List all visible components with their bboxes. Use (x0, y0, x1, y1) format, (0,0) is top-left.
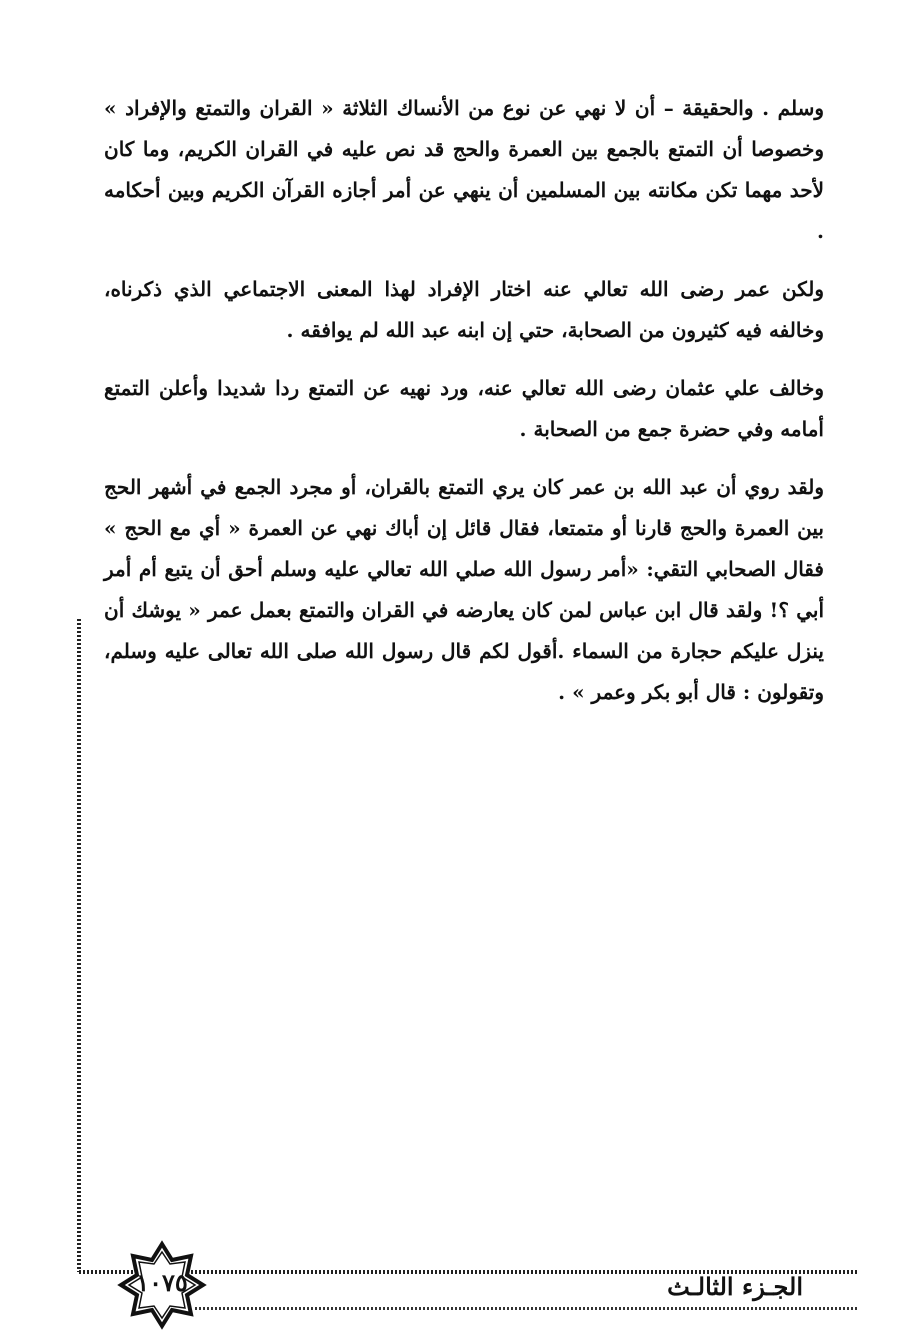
page-body (104, 88, 824, 730)
paragraph: ولقد روي أن عبد الله بن عمر كان يري التمتع بالقران، أو مجرد الجمع في أشهر الحج بين العمرة والحج قارنا أو متمتعا، فقال قائل إن أباك نهي عن العمرة « أي مع الحج » فقال الصحابي التقي: «أمر رسول الله صلي الله تعالي عليه وسلم أحق أن يتبع أم أمر أبي ؟! ولقد قال ابن عباس لمن كان يعارضه في القران والتمتع بعمل عمر « يوشك أن ينزل عليكم حجارة من السماء .أقول لكم قال رسول الله صلى الله تعالى عليه وسلم، وتقولون : قال أبو بكر وعمر » . (104, 475, 824, 704)
decorative-border-left (77, 619, 81, 1272)
paragraph: وخالف علي عثمان رضى الله تعالي عنه، ورد نهيه عن التمتع ردا شديدا وأعلن التمتع أمامه وفي حضرة جمع من الصحابة . (104, 376, 824, 441)
page-number-badge (117, 1240, 207, 1330)
part-label: الجـزء الثالـث (667, 1272, 803, 1301)
footer-rule (195, 1307, 858, 1310)
paragraph: وسلم . والحقيقة – أن لا نهي عن نوع من الأنساك الثلاثة « القران والتمتع والإفراد » وخصوصا أن التمتع بالجمع بين العمرة والحج قد نص عليه في القران الكريم، وما كان لأحد مهما تكن مكانته بين المسلمين أن ينهي عن أمر أجازه القرآن الكريم وبين أحكامه . (104, 96, 824, 243)
paragraph: ولكن عمر رضى الله تعالي عنه اختار الإفراد لهذا المعنى الاجتماعي الذي ذكرناه، وخالفه فيه كثيرون من الصحابة، حتي إن ابنه عبد الله لم يوافقه . (104, 277, 824, 342)
page-number: ١٠٧٥ (136, 1268, 188, 1297)
